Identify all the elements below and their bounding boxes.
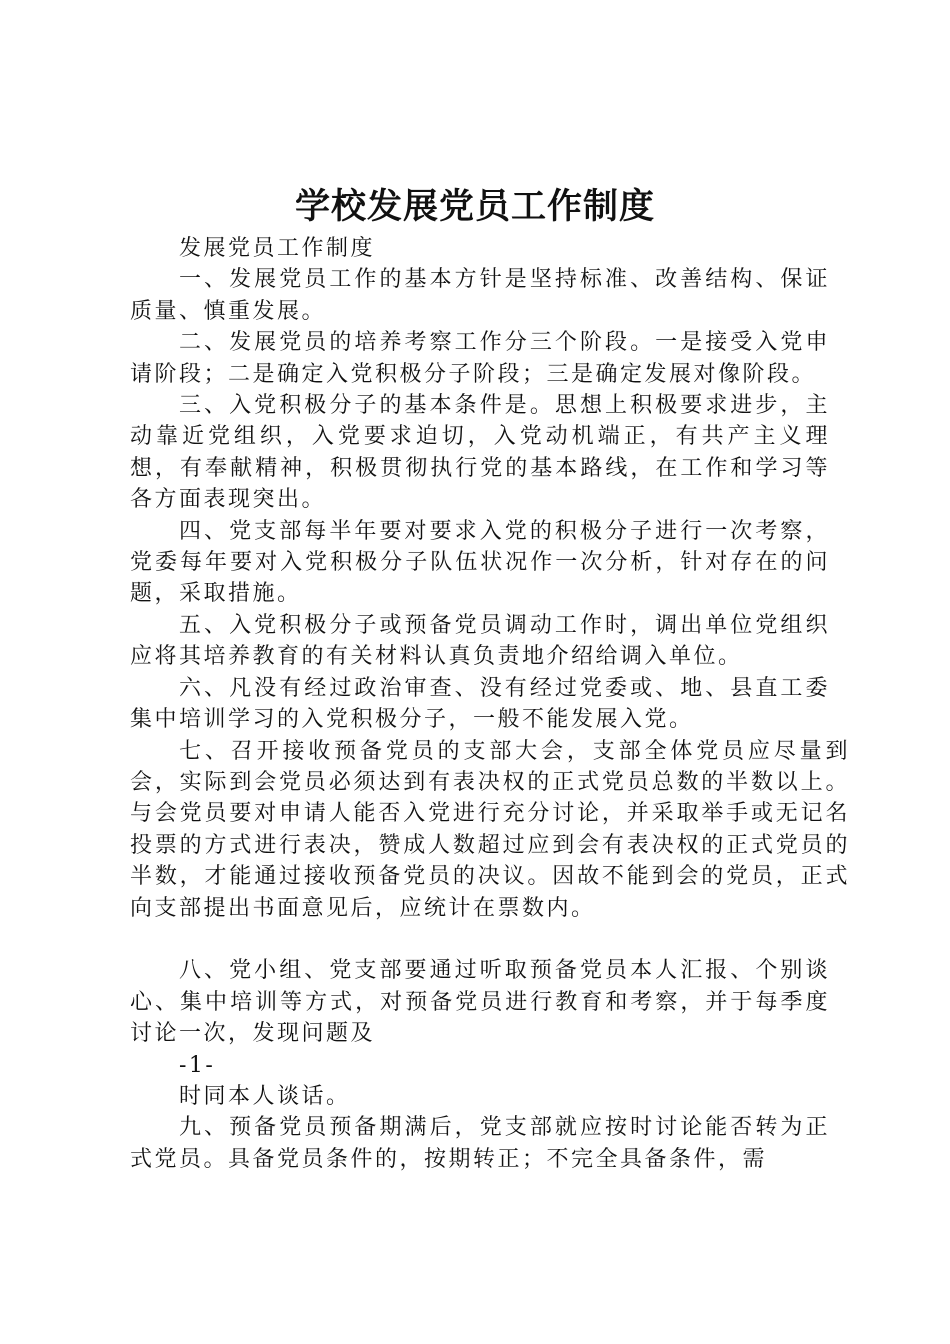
paragraph-6: 六、凡没有经过政治审查、没有经过党委或、地、县直工委集中培训学习的入党积极分子，一般不能发展入党。 — [130, 675, 830, 733]
paragraph-7: 七、召开接收预备党员的支部大会，支部全体党员应尽量到会，实际到会党员必须达到有表决权的正式党员总数的半数以上。与会党员要对申请人能否入党进行充分讨论，并采取举手或无记名投票的方式进行表决，赞成人数超过应到会有表决权的正式党员的半数，才能通过接收预备党员的决议。因故不能到会的党员，正式向支部提出书面意见后，应统计在票数内。 — [130, 738, 850, 921]
paragraph-8-continued: 时同本人谈话。 — [179, 1083, 351, 1109]
document-title: 学校发展党员工作制度 — [294, 187, 655, 227]
paragraph-8: 八、党小组、党支部要通过听取预备党员本人汇报、个别谈心、集中培训等方式，对预备党员进行教育和考察，并于每季度讨论一次，发现问题及 — [130, 958, 830, 1047]
paragraph-5: 五、入党积极分子或预备党员调动工作时，调出单位党组织应将其培养教育的有关材料认真负责地介绍给调入单位。 — [130, 612, 830, 670]
document-body — [130, 233, 850, 1175]
paragraph-2: 二、发展党员的培养考察工作分三个阶段。一是接受入党申请阶段；二是确定入党积极分子阶段；三是确定发展对像阶段。 — [130, 330, 830, 387]
paragraph-spacer — [130, 924, 830, 955]
paragraph-9: 九、预备党员预备期满后，党支部就应按时讨论能否转为正式党员。具备党员条件的，按期转正；不完全具备条件，需 — [130, 1115, 830, 1172]
paragraph-3: 三、入党积极分子的基本条件是。思想上积极要求进步，主动靠近党组织，入党要求迫切，入党动机端正，有共产主义理想，有奉献精神，积极贯彻执行党的基本路线，在工作和学习等各方面表现突出。 — [130, 393, 830, 513]
paragraph-subtitle: 发展党员工作制度 — [179, 236, 376, 261]
paragraph-4: 四、党支部每半年要对要求入党的积极分子进行一次考察，党委每年要对入党积极分子队伍状况作一次分析，针对存在的问题，采取措施。 — [130, 518, 830, 607]
paragraph-1: 一、发展党员工作的基本方针是坚持标准、改善结构、保证质量、慎重发展。 — [130, 267, 830, 324]
page-number: -1- — [179, 1052, 216, 1078]
